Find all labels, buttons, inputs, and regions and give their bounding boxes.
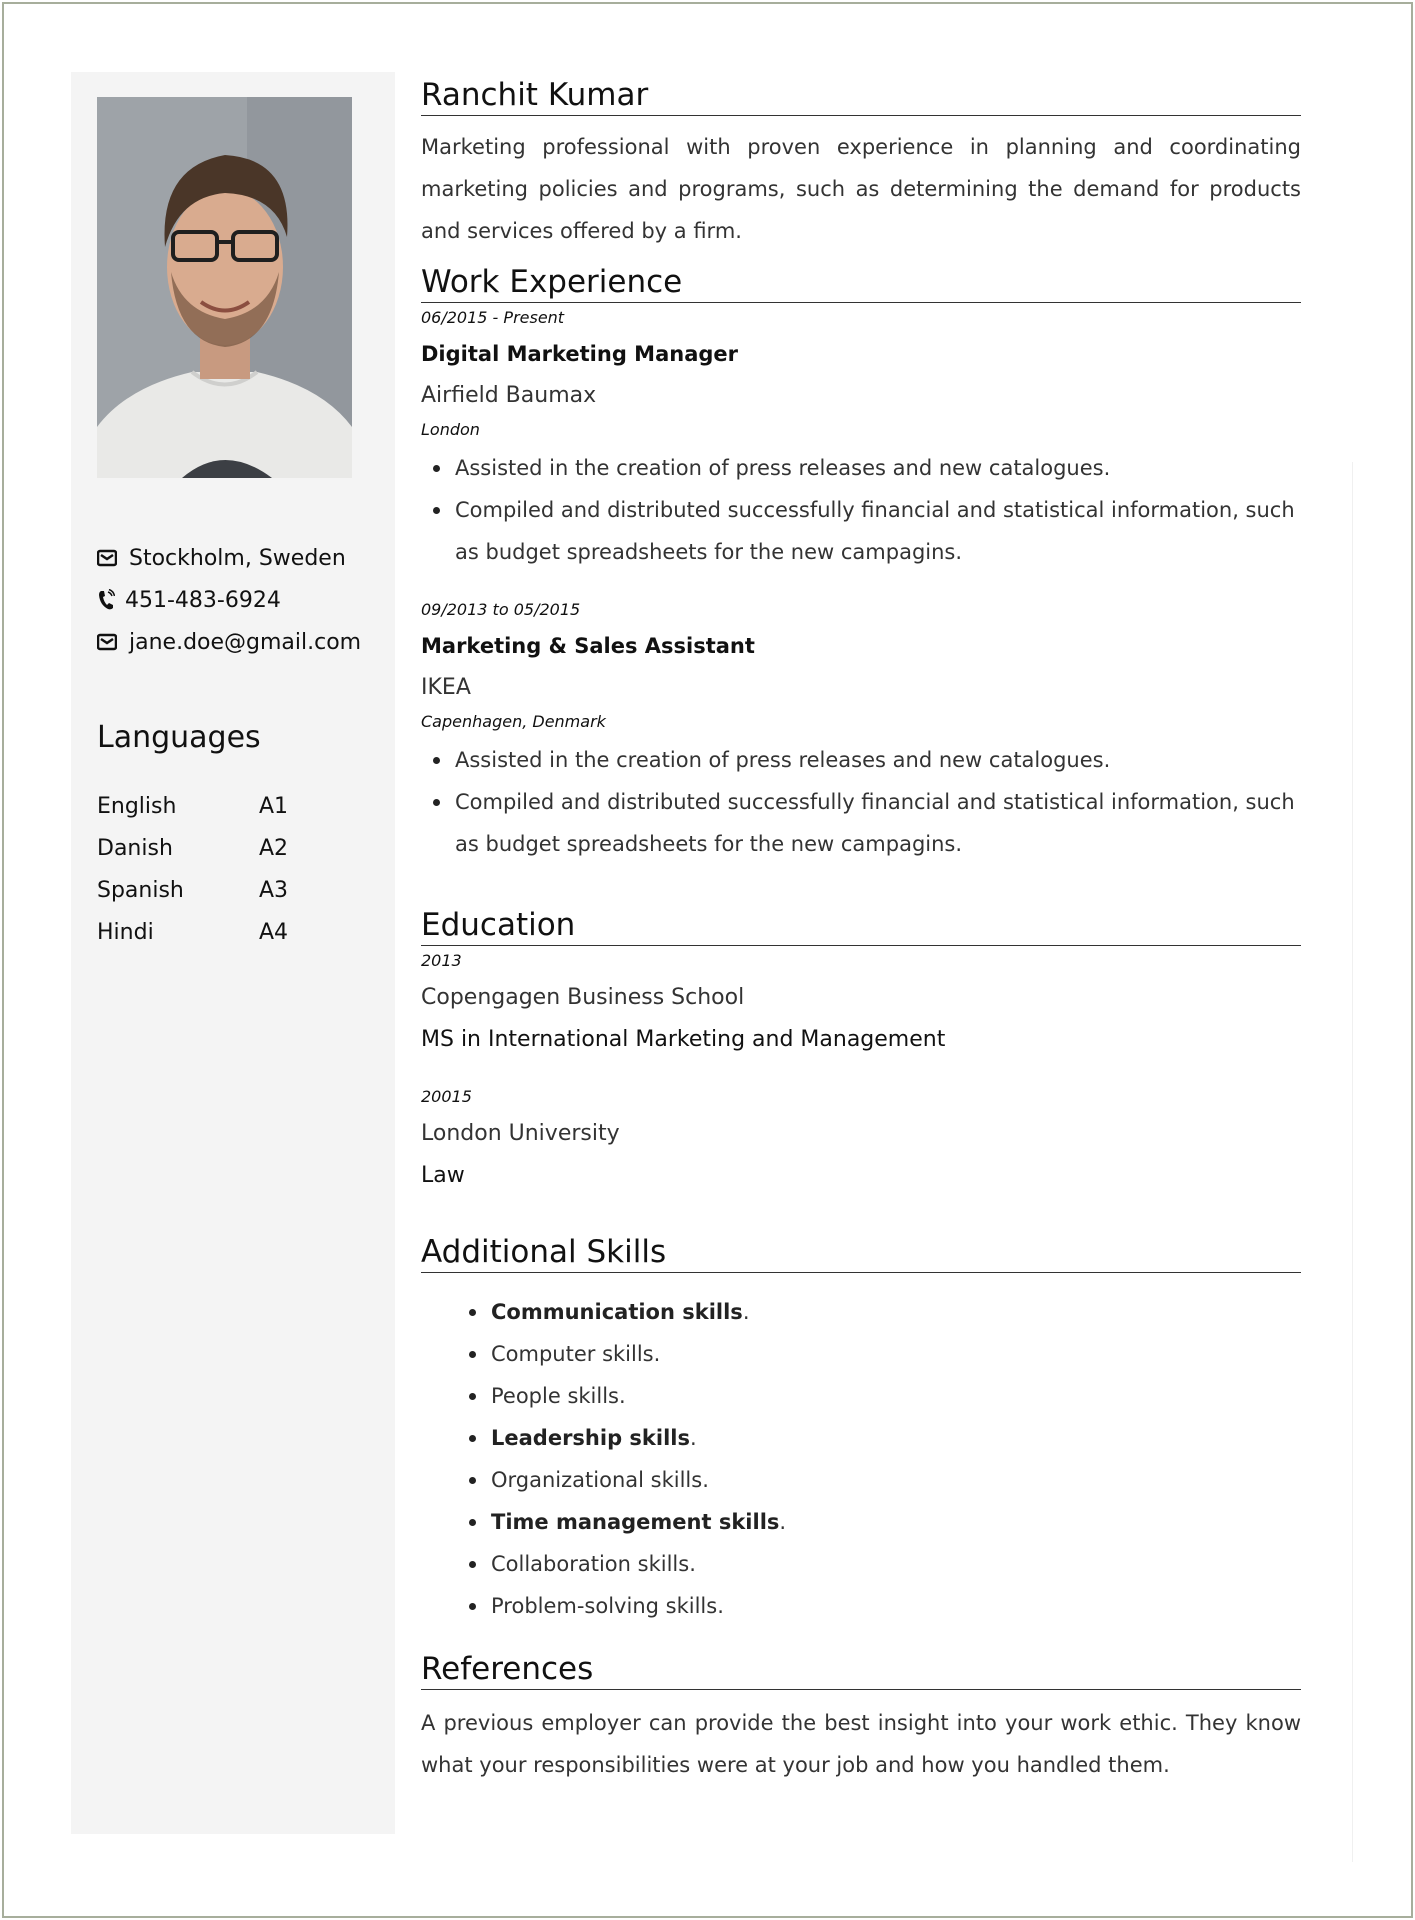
skill-suffix: . (779, 1510, 787, 1534)
skill-item (491, 1291, 1301, 1333)
skill-item (491, 1333, 1301, 1375)
skill-item (491, 1543, 1301, 1585)
job-company: IKEA (421, 675, 471, 700)
skill-item (491, 1417, 1301, 1459)
job-entry (421, 599, 1301, 865)
job-location: Capenhagen, Denmark (421, 712, 606, 731)
skill-text: Communication skills (491, 1300, 743, 1324)
profile-summary: Marketing professional with proven experience in planning and coordinating marketing policies and programs, such as determining the demand for products and services offered by a firm. (421, 135, 1301, 243)
education-entry (421, 1086, 1301, 1192)
list-item: Compiled and distributed successfully financial and statistical information, such as budget spreadsheets for the new campagins. (455, 781, 1301, 865)
job-bullets (421, 739, 1301, 865)
envelope-icon (97, 632, 117, 652)
profile-name: Ranchit Kumar (421, 75, 1301, 116)
education-degree: MS in International Marketing and Management (421, 1027, 946, 1052)
job-title: Marketing & Sales Assistant (421, 634, 755, 658)
skill-item (491, 1585, 1301, 1627)
language-level: A3 (259, 877, 289, 903)
education-year: 20015 (421, 1087, 472, 1106)
job-company: Airfield Baumax (421, 383, 597, 408)
contact-info (97, 537, 361, 663)
skills-title: Additional Skills (421, 1232, 1301, 1273)
skill-item (491, 1501, 1301, 1543)
main-content (421, 72, 1301, 1786)
skill-item (491, 1459, 1301, 1501)
envelope-icon (97, 548, 117, 568)
skill-suffix: . (702, 1468, 709, 1492)
education-degree: Law (421, 1163, 465, 1188)
skill-text: Problem-solving skills (491, 1594, 718, 1618)
work-experience-title: Work Experience (421, 262, 1301, 303)
job-entry (421, 307, 1301, 573)
job-title: Digital Marketing Manager (421, 342, 738, 366)
language-level: A4 (259, 919, 289, 945)
language-level: A1 (259, 793, 289, 819)
languages-list (97, 785, 288, 953)
language-name: English (97, 793, 177, 819)
phone-text: 451-483-6924 (125, 587, 281, 613)
skill-suffix: . (717, 1594, 724, 1618)
languages-title: Languages (97, 720, 261, 755)
education-school: Copengagen Business School (421, 985, 745, 1010)
contact-phone (97, 579, 361, 621)
list-item: Compiled and distributed successfully financial and statistical information, such as budget spreadsheets for the new campagins. (455, 489, 1301, 573)
location-text: Stockholm, Sweden (129, 545, 346, 571)
skill-text: Time management skills (491, 1510, 780, 1534)
contact-location (97, 537, 361, 579)
skills-list (421, 1291, 1301, 1627)
job-bullets (421, 447, 1301, 573)
language-name: Hindi (97, 919, 154, 945)
job-date: 06/2015 - Present (421, 308, 565, 327)
skill-text: Collaboration skills (491, 1552, 690, 1576)
references-text: A previous employer can provide the best insight into your work ethic. They know what your responsibilities were at your job and how you handled them. (421, 1711, 1301, 1777)
skill-suffix: . (689, 1426, 697, 1450)
language-name: Danish (97, 835, 173, 861)
skill-suffix: . (742, 1300, 750, 1324)
skill-item (491, 1375, 1301, 1417)
education-entry (421, 950, 1301, 1056)
list-item: Assisted in the creation of press releases and new catalogues. (455, 447, 1301, 489)
email-text[interactable]: jane.doe@gmail.com (129, 629, 362, 655)
education-school: London University (421, 1121, 620, 1146)
language-row (97, 785, 288, 827)
list-item: Assisted in the creation of press releases and new catalogues. (455, 739, 1301, 781)
language-row (97, 911, 288, 953)
education-year: 2013 (421, 951, 462, 970)
skill-suffix: . (689, 1552, 696, 1576)
references-title: References (421, 1649, 1301, 1690)
divider-line (1352, 462, 1353, 1862)
profile-photo (97, 97, 352, 478)
sidebar (71, 72, 395, 1834)
job-date: 09/2013 to 05/2015 (421, 600, 581, 619)
phone-icon (97, 589, 115, 611)
language-row (97, 827, 288, 869)
skill-text: Organizational skills (491, 1468, 703, 1492)
skill-suffix: . (653, 1342, 661, 1366)
language-level: A2 (259, 835, 289, 861)
skill-text: People skills (491, 1384, 619, 1408)
contact-email (97, 621, 361, 663)
skill-text: Leadership skills (491, 1426, 690, 1450)
skill-suffix: . (619, 1384, 626, 1408)
education-title: Education (421, 905, 1301, 946)
skill-text: Computer skills (491, 1342, 654, 1366)
language-name: Spanish (97, 877, 184, 903)
language-row (97, 869, 288, 911)
job-location: London (421, 420, 480, 439)
